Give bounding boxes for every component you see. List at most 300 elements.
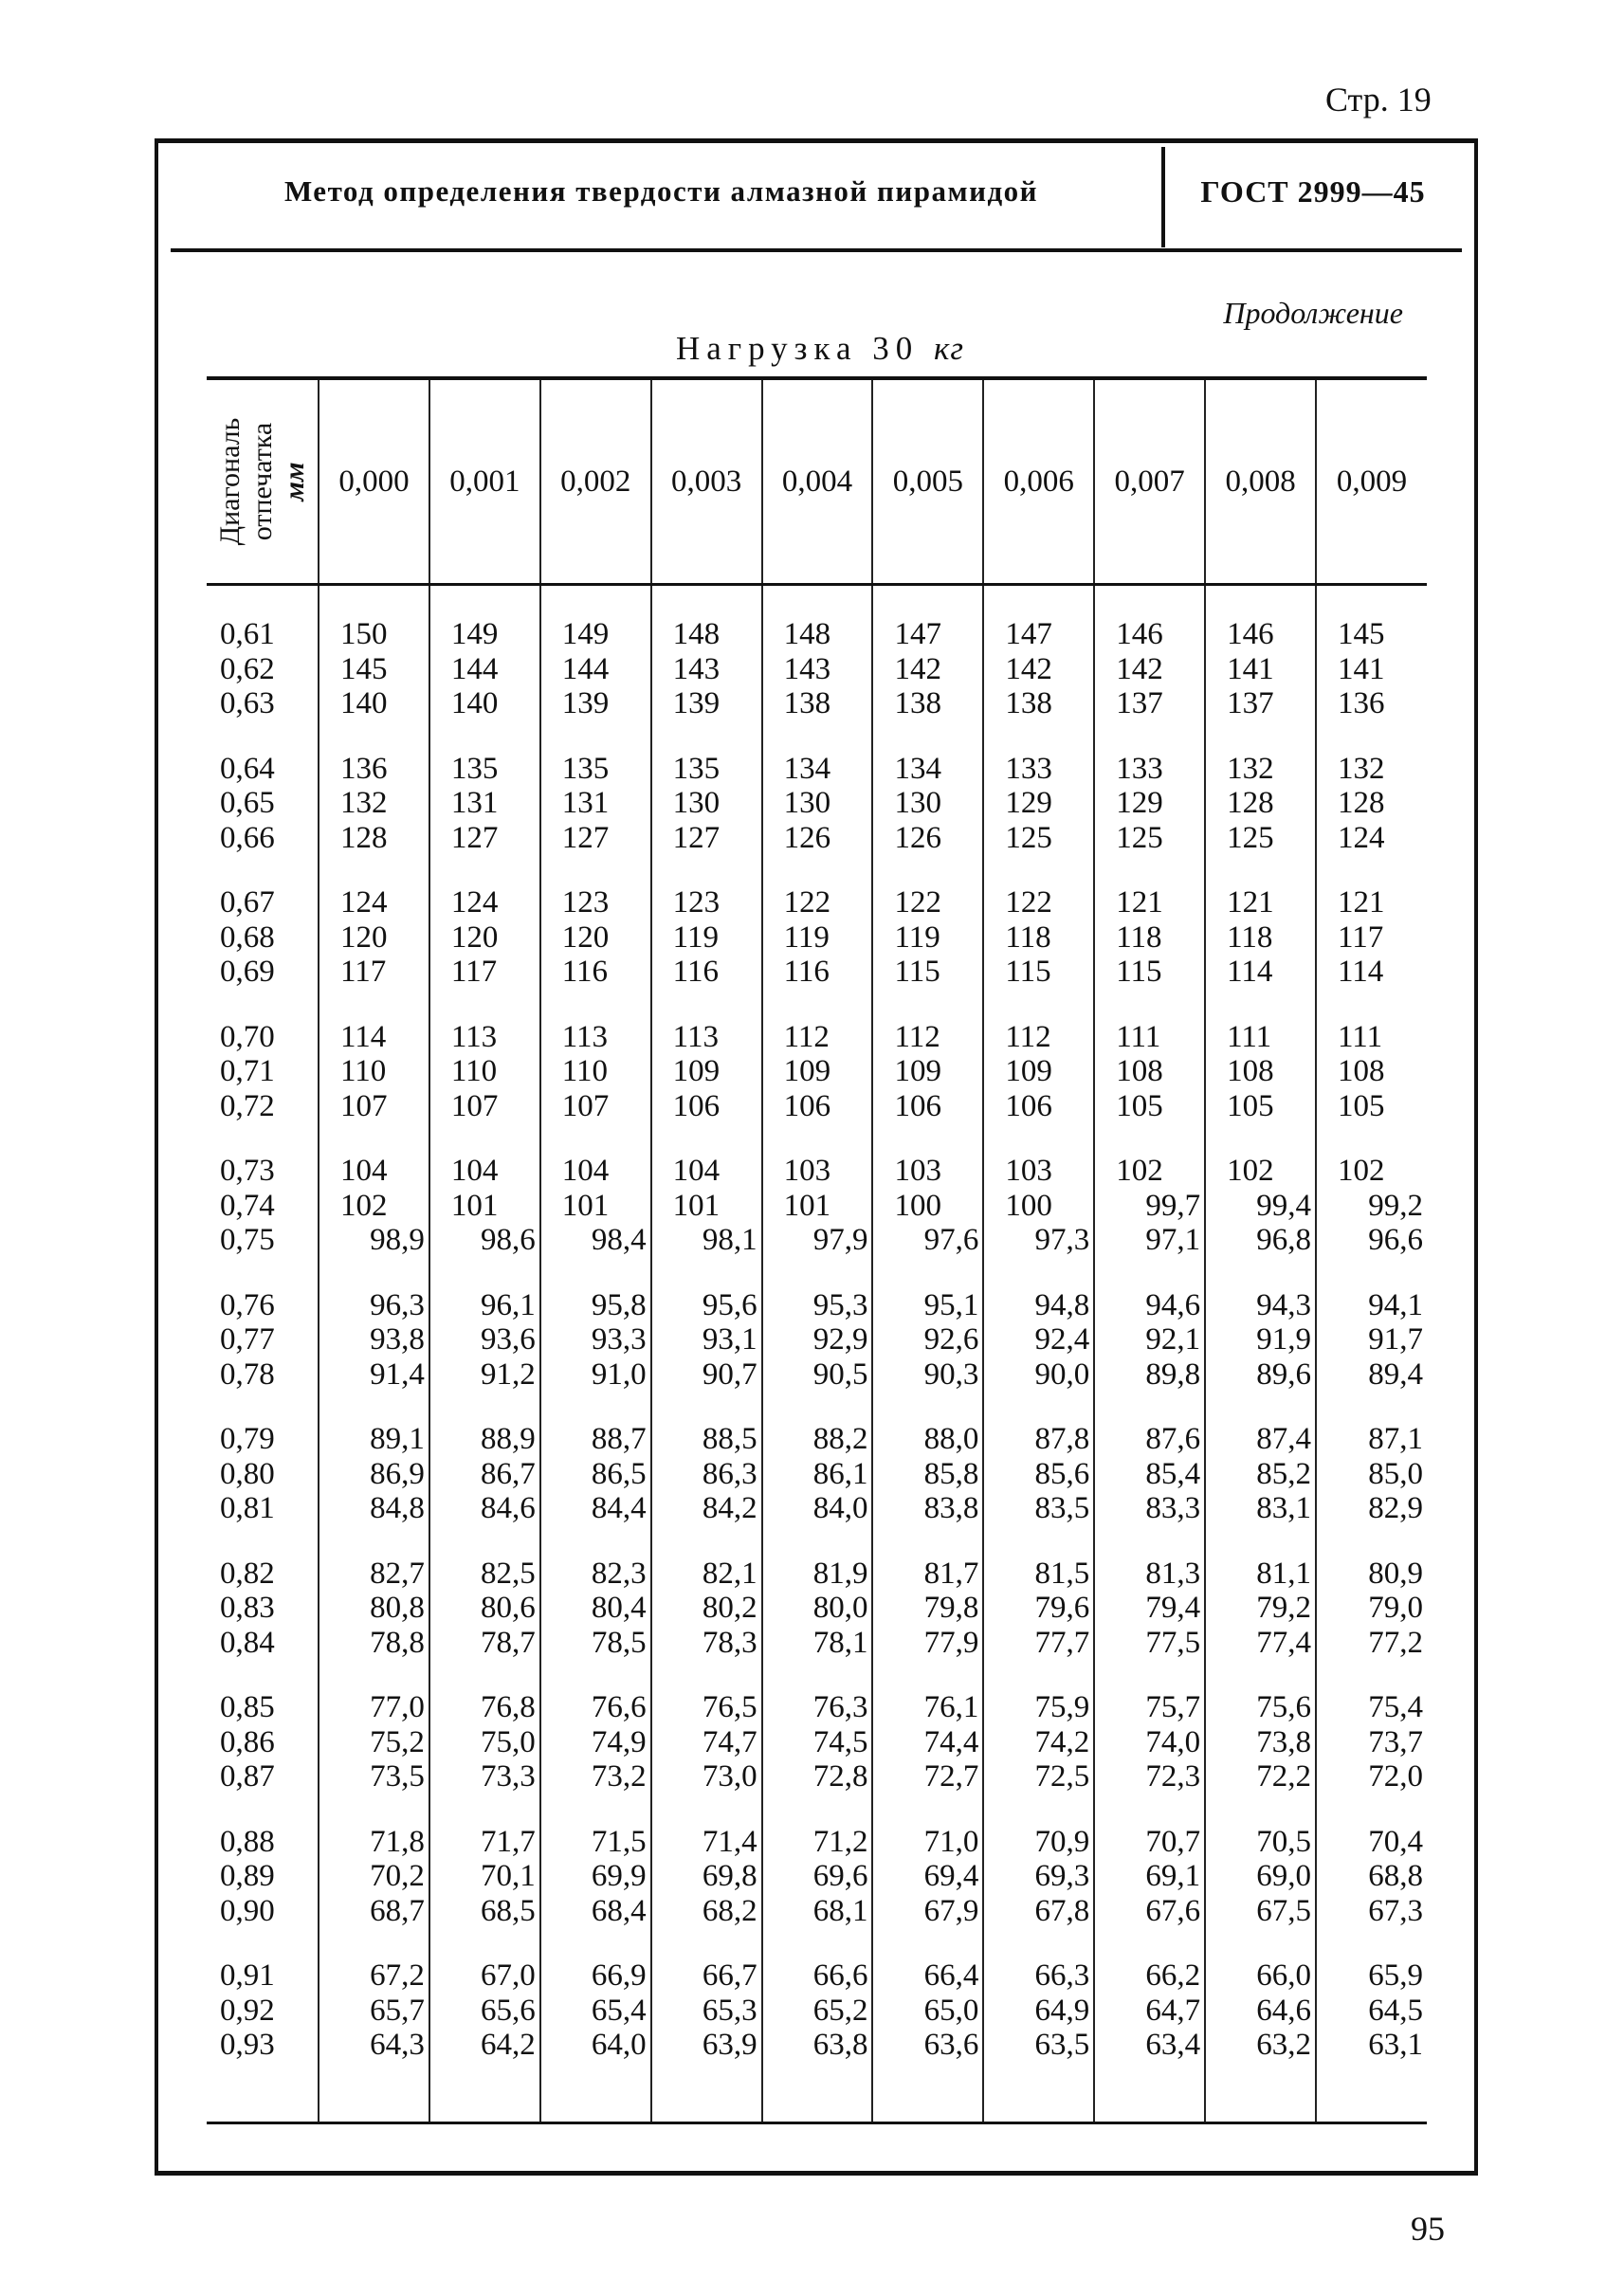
hardness-value: 107	[340, 1088, 388, 1123]
hardness-value: 74,2	[1034, 1724, 1090, 1759]
value-group	[430, 1288, 536, 1393]
value-group	[1206, 1422, 1311, 1526]
value-group	[1206, 1690, 1311, 1794]
hardness-value: 79,6	[1034, 1591, 1090, 1625]
value-group	[541, 1288, 647, 1393]
value-group	[1095, 885, 1200, 990]
hardness-value: 81,7	[923, 1556, 979, 1591]
hardness-value: 91,2	[481, 1357, 536, 1392]
value-group	[763, 885, 868, 990]
hardness-value: 70,5	[1256, 1824, 1312, 1859]
method-title: Метод определения твердости алмазной пирамидой	[283, 174, 1039, 208]
hardness-value: 77,4	[1256, 1625, 1312, 1660]
hardness-value: 97,6	[923, 1223, 979, 1257]
hardness-value: 93,8	[370, 1322, 425, 1357]
hardness-value: 119	[894, 920, 940, 955]
hardness-value: 141	[1338, 651, 1385, 686]
hardness-value: 86,3	[702, 1456, 757, 1491]
hardness-value: 126	[894, 820, 941, 855]
hardness-value: 79,4	[1145, 1591, 1201, 1625]
value-group	[1317, 1557, 1423, 1661]
hardness-value: 109	[783, 1054, 831, 1088]
diagonal-value: 0,91	[220, 1958, 275, 1993]
value-group	[1095, 617, 1200, 721]
diagonal-header-unit: мм	[279, 462, 310, 501]
value-group	[430, 1825, 536, 1929]
value-group	[1206, 1557, 1311, 1661]
diagonal-value: 0,70	[220, 1019, 275, 1054]
hardness-value: 135	[450, 751, 499, 786]
value-group	[1095, 1690, 1200, 1794]
hardness-value: 90,7	[702, 1357, 757, 1392]
value-group	[1095, 1557, 1200, 1661]
hardness-value: 104	[672, 1154, 721, 1188]
hardness-value: 101	[561, 1188, 610, 1223]
value-group	[541, 1154, 647, 1258]
hardness-value: 96,1	[481, 1287, 536, 1322]
value-group	[319, 885, 425, 990]
hardness-value: 65,6	[481, 1993, 536, 2028]
hardness-value: 145	[1338, 617, 1385, 651]
hardness-value: 79,8	[923, 1591, 979, 1625]
value-group	[984, 1958, 1089, 2063]
hardness-value: 135	[672, 751, 721, 786]
hardness-value: 80,9	[1368, 1556, 1423, 1591]
hardness-value: 118	[1005, 920, 1051, 955]
hardness-value: 74,9	[591, 1724, 647, 1759]
hardness-value: 73,2	[591, 1759, 647, 1794]
hardness-value: 103	[894, 1154, 941, 1188]
hardness-value: 149	[450, 617, 499, 651]
value-group	[1317, 885, 1423, 990]
hardness-value: 88,9	[481, 1422, 536, 1456]
hardness-value: 79,2	[1256, 1591, 1312, 1625]
hardness-value: 73,7	[1368, 1724, 1423, 1759]
hardness-value: 75,6	[1256, 1690, 1312, 1724]
value-group	[1206, 752, 1311, 856]
hardness-value: 132	[1338, 751, 1385, 786]
hardness-value: 131	[450, 786, 499, 820]
hardness-value: 69,0	[1256, 1859, 1312, 1893]
hardness-value: 69,8	[702, 1859, 757, 1893]
hardness-value: 146	[1227, 617, 1274, 651]
hardness-value: 83,3	[1145, 1491, 1201, 1525]
hardness-value: 111	[1116, 1019, 1161, 1054]
hardness-value: 72,8	[812, 1759, 868, 1794]
hardness-value: 94,6	[1145, 1287, 1201, 1322]
hardness-value: 80,0	[812, 1591, 868, 1625]
load-title	[607, 330, 1033, 368]
diagonal-value: 0,88	[220, 1824, 275, 1859]
hardness-value: 138	[894, 686, 941, 720]
hardness-value: 70,4	[1368, 1824, 1423, 1859]
hardness-value: 63,2	[1256, 2028, 1312, 2062]
diagonal-value: 0,92	[220, 1993, 275, 2028]
hardness-value: 93,6	[481, 1322, 536, 1357]
hardness-value: 105	[1227, 1088, 1274, 1123]
hardness-value: 67,9	[923, 1893, 979, 1928]
value-group	[430, 752, 536, 856]
value-group	[1317, 1422, 1423, 1526]
hardness-value: 92,4	[1034, 1322, 1090, 1357]
hardness-value: 137	[1116, 686, 1163, 720]
hardness-value: 73,5	[370, 1759, 425, 1794]
hardness-value: 64,2	[481, 2028, 536, 2062]
value-group	[984, 885, 1089, 990]
hardness-value: 115	[1116, 955, 1162, 989]
hardness-value: 142	[1005, 651, 1052, 686]
hardness-value: 80,4	[591, 1591, 647, 1625]
hardness-value: 130	[672, 786, 721, 820]
hardness-value: 75,7	[1145, 1690, 1201, 1724]
hardness-value: 96,3	[370, 1287, 425, 1322]
diagonal-value: 0,90	[220, 1893, 275, 1928]
column-header: 0,002	[540, 378, 651, 585]
hardness-value: 108	[1338, 1054, 1385, 1088]
hardness-value: 147	[1005, 617, 1052, 651]
hardness-value: 112	[1005, 1019, 1051, 1054]
hardness-value: 86,9	[370, 1456, 425, 1491]
hardness-value: 76,6	[591, 1690, 647, 1724]
value-group	[873, 1020, 978, 1124]
diagonal-group	[220, 885, 318, 990]
diagonal-group	[220, 617, 318, 721]
hardness-value: 83,8	[923, 1491, 979, 1525]
value-group	[541, 1825, 647, 1929]
value-group	[541, 1557, 647, 1661]
value-group	[652, 1288, 757, 1393]
value-group	[319, 1154, 425, 1258]
value-group	[763, 617, 868, 721]
hardness-value: 121	[1116, 885, 1163, 920]
hardness-value: 88,5	[702, 1422, 757, 1456]
hardness-value: 88,7	[591, 1422, 647, 1456]
diagonal-value: 0,77	[220, 1322, 275, 1357]
hardness-value: 128	[1338, 786, 1385, 820]
hardness-value: 82,3	[591, 1556, 647, 1591]
hardness-value: 90,3	[923, 1357, 979, 1392]
hardness-value: 65,3	[702, 1993, 757, 2028]
hardness-value: 67,2	[370, 1958, 425, 1993]
value-group	[984, 1020, 1089, 1124]
value-column	[1316, 585, 1427, 2123]
hardness-value: 123	[561, 885, 610, 920]
page-number-bottom: 95	[1411, 2210, 1445, 2248]
hardness-value: 73,8	[1256, 1724, 1312, 1759]
hardness-value: 96,6	[1368, 1223, 1423, 1257]
value-group	[763, 1958, 868, 2063]
value-column	[762, 585, 873, 2123]
hardness-value: 76,8	[481, 1690, 536, 1724]
hardness-value: 87,1	[1368, 1422, 1423, 1456]
hardness-value: 143	[783, 651, 831, 686]
bottom-rule	[155, 2171, 1478, 2176]
diagonal-header-line1: Диагональ	[214, 417, 246, 546]
hardness-value: 79,0	[1368, 1591, 1423, 1625]
value-group	[652, 1422, 757, 1526]
value-group	[984, 1154, 1089, 1258]
value-group	[1095, 1020, 1200, 1124]
hardness-value: 125	[1116, 820, 1163, 855]
value-group	[984, 1288, 1089, 1393]
hardness-value: 125	[1005, 820, 1052, 855]
diagonal-value: 0,71	[220, 1054, 275, 1088]
hardness-value: 102	[1227, 1154, 1274, 1188]
hardness-value: 112	[783, 1019, 830, 1054]
hardness-value: 71,7	[481, 1824, 536, 1859]
value-group	[1206, 1958, 1311, 2063]
hardness-value: 116	[672, 955, 719, 989]
value-group	[430, 617, 536, 721]
hardness-value: 109	[894, 1054, 941, 1088]
value-column	[540, 585, 651, 2123]
hardness-value: 71,4	[702, 1824, 757, 1859]
hardness-value: 94,1	[1368, 1287, 1423, 1322]
hardness-value: 115	[1005, 955, 1051, 989]
continuation-label: Продолжение	[1223, 296, 1403, 330]
hardness-value: 78,7	[481, 1625, 536, 1660]
hardness-value: 81,5	[1034, 1556, 1090, 1591]
hardness-value: 77,7	[1034, 1625, 1090, 1660]
value-group	[319, 1557, 425, 1661]
diagonal-group	[220, 1154, 318, 1258]
hardness-value: 95,6	[702, 1287, 757, 1322]
value-group	[319, 1958, 425, 2063]
value-group	[763, 1690, 868, 1794]
hardness-value: 77,0	[370, 1690, 425, 1724]
hardness-value: 132	[1227, 751, 1274, 786]
hardness-value: 88,2	[812, 1422, 868, 1456]
hardness-value: 65,0	[923, 1993, 979, 2028]
hardness-value: 99,2	[1368, 1188, 1423, 1223]
hardness-value: 67,8	[1034, 1893, 1090, 1928]
hardness-value: 146	[1116, 617, 1163, 651]
hardness-value: 122	[894, 885, 941, 920]
hardness-value: 66,0	[1256, 1958, 1312, 1993]
hardness-value: 65,7	[370, 1993, 425, 2028]
hardness-value: 87,4	[1256, 1422, 1312, 1456]
column-header: 0,008	[1205, 378, 1316, 585]
value-group	[1317, 617, 1423, 721]
value-group	[541, 1020, 647, 1124]
hardness-value: 102	[1338, 1154, 1385, 1188]
hardness-value: 69,1	[1145, 1859, 1201, 1893]
value-group	[984, 752, 1089, 856]
hardness-value: 127	[672, 820, 721, 855]
hardness-value: 113	[672, 1019, 719, 1054]
hardness-value: 95,8	[591, 1287, 647, 1322]
hardness-value: 70,2	[370, 1859, 425, 1893]
value-group	[541, 1422, 647, 1526]
value-group	[541, 617, 647, 721]
hardness-value: 82,1	[702, 1556, 757, 1591]
hardness-value: 120	[340, 920, 388, 955]
value-group	[652, 1557, 757, 1661]
diagonal-header-line2: отпечатка	[246, 422, 278, 541]
table-header-row	[207, 378, 1427, 585]
hardness-value: 64,0	[591, 2028, 647, 2062]
hardness-value: 116	[783, 955, 830, 989]
value-group	[873, 752, 978, 856]
value-group	[873, 1422, 978, 1526]
hardness-value: 119	[783, 920, 830, 955]
hardness-value: 130	[894, 786, 941, 820]
hardness-value: 135	[561, 751, 610, 786]
hardness-value: 70,9	[1034, 1824, 1090, 1859]
diagonal-value: 0,65	[220, 786, 275, 820]
column-header: 0,001	[429, 378, 540, 585]
hardness-value: 128	[340, 820, 388, 855]
hardness-value: 108	[1116, 1054, 1163, 1088]
hardness-value: 70,1	[481, 1859, 536, 1893]
hardness-value: 107	[561, 1088, 610, 1123]
hardness-value: 106	[1005, 1088, 1052, 1123]
value-group	[1206, 885, 1311, 990]
hardness-value: 66,3	[1034, 1958, 1090, 1993]
value-column	[651, 585, 762, 2123]
hardness-value: 76,3	[812, 1690, 868, 1724]
value-group	[541, 1690, 647, 1794]
hardness-value: 95,1	[923, 1287, 979, 1322]
value-group	[652, 1825, 757, 1929]
hardness-value: 128	[1227, 786, 1274, 820]
hardness-value: 140	[450, 686, 499, 720]
diagonal-value: 0,87	[220, 1759, 275, 1794]
hardness-value: 85,4	[1145, 1456, 1201, 1491]
hardness-value: 97,9	[812, 1223, 868, 1257]
hardness-value: 70,7	[1145, 1824, 1201, 1859]
hardness-value: 98,4	[591, 1223, 647, 1257]
hardness-value: 127	[561, 820, 610, 855]
hardness-value: 81,9	[812, 1556, 868, 1591]
hardness-value: 121	[1338, 885, 1385, 920]
diagonal-value: 0,79	[220, 1422, 275, 1456]
hardness-value: 74,4	[923, 1724, 979, 1759]
hardness-value: 117	[1338, 920, 1384, 955]
hardness-value: 133	[1005, 751, 1052, 786]
load-title-unit: кг	[934, 330, 965, 367]
column-header: 0,006	[983, 378, 1094, 585]
hardness-value: 125	[1227, 820, 1274, 855]
hardness-value: 91,4	[370, 1357, 425, 1392]
hardness-value: 85,8	[923, 1456, 979, 1491]
hardness-value: 93,3	[591, 1322, 647, 1357]
column-header: 0,009	[1316, 378, 1427, 585]
hardness-value: 65,4	[591, 1993, 647, 2028]
diagonal-group	[220, 1288, 318, 1393]
hardness-value: 82,9	[1368, 1491, 1423, 1525]
diagonal-value: 0,75	[220, 1223, 275, 1257]
hardness-value: 78,8	[370, 1625, 425, 1660]
hardness-value: 102	[1116, 1154, 1163, 1188]
diagonal-value: 0,93	[220, 2028, 275, 2062]
hardness-value: 63,4	[1145, 2028, 1201, 2062]
table-body-row	[207, 585, 1427, 2123]
hardness-value: 113	[450, 1019, 498, 1054]
hardness-value: 101	[672, 1188, 721, 1223]
hardness-value: 120	[450, 920, 499, 955]
hardness-value: 109	[1005, 1054, 1052, 1088]
value-group	[1095, 1825, 1200, 1929]
hardness-value: 92,1	[1145, 1322, 1201, 1357]
hardness-value: 75,4	[1368, 1690, 1423, 1724]
hardness-value: 99,4	[1256, 1188, 1312, 1223]
value-group	[319, 1020, 425, 1124]
hardness-value: 66,4	[923, 1958, 979, 1993]
diagonal-group	[220, 1958, 318, 2063]
hardness-value: 111	[1227, 1019, 1272, 1054]
hardness-value: 72,5	[1034, 1759, 1090, 1794]
diagonal-value: 0,89	[220, 1859, 275, 1893]
hardness-value: 77,5	[1145, 1625, 1201, 1660]
diagonal-group	[220, 752, 318, 856]
hardness-value: 114	[340, 1019, 387, 1054]
hardness-value: 133	[1116, 751, 1163, 786]
value-group	[984, 1422, 1089, 1526]
hardness-value: 102	[340, 1188, 388, 1223]
value-group	[652, 1154, 757, 1258]
hardness-value: 75,9	[1034, 1690, 1090, 1724]
hardness-value: 84,6	[481, 1491, 536, 1525]
hardness-value: 122	[783, 885, 831, 920]
hardness-value: 142	[1116, 651, 1163, 686]
hardness-value: 121	[1227, 885, 1274, 920]
diagonal-group	[220, 1825, 318, 1929]
hardness-value: 81,3	[1145, 1556, 1201, 1591]
frame-right-line	[1474, 140, 1478, 2174]
hardness-value: 64,6	[1256, 1993, 1312, 2028]
hardness-value: 89,6	[1256, 1357, 1312, 1392]
hardness-value: 69,9	[591, 1859, 647, 1893]
hardness-value: 136	[340, 751, 388, 786]
value-group	[1206, 1825, 1311, 1929]
hardness-value: 67,6	[1145, 1893, 1201, 1928]
hardness-value: 129	[1116, 786, 1163, 820]
hardness-value: 67,0	[481, 1958, 536, 1993]
hardness-value: 124	[340, 885, 388, 920]
hardness-value: 74,7	[702, 1724, 757, 1759]
value-group	[1317, 752, 1423, 856]
hardness-value: 114	[1338, 955, 1384, 989]
hardness-value: 108	[1227, 1054, 1274, 1088]
hardness-value: 97,3	[1034, 1223, 1090, 1257]
hardness-value: 136	[1338, 686, 1385, 720]
hardness-value: 84,4	[591, 1491, 647, 1525]
hardness-value: 103	[783, 1154, 831, 1188]
hardness-value: 98,9	[370, 1223, 425, 1257]
hardness-value: 74,5	[812, 1724, 868, 1759]
hardness-value: 148	[672, 617, 721, 651]
value-column	[429, 585, 540, 2123]
hardness-value: 100	[1005, 1188, 1052, 1223]
hardness-value: 93,1	[702, 1322, 757, 1357]
value-column	[872, 585, 983, 2123]
hardness-value: 115	[894, 955, 940, 989]
hardness-value: 127	[450, 820, 499, 855]
hardness-value: 87,8	[1034, 1422, 1090, 1456]
column-header: 0,000	[319, 378, 429, 585]
hardness-value: 120	[561, 920, 610, 955]
hardness-value: 144	[450, 651, 499, 686]
hardness-value: 73,0	[702, 1759, 757, 1794]
column-header: 0,004	[762, 378, 873, 585]
value-group	[763, 1288, 868, 1393]
value-group	[763, 1557, 868, 1661]
hardness-value: 134	[894, 751, 941, 786]
hardness-value: 83,1	[1256, 1491, 1312, 1525]
diagonal-value: 0,74	[220, 1188, 275, 1223]
value-group	[873, 1154, 978, 1258]
